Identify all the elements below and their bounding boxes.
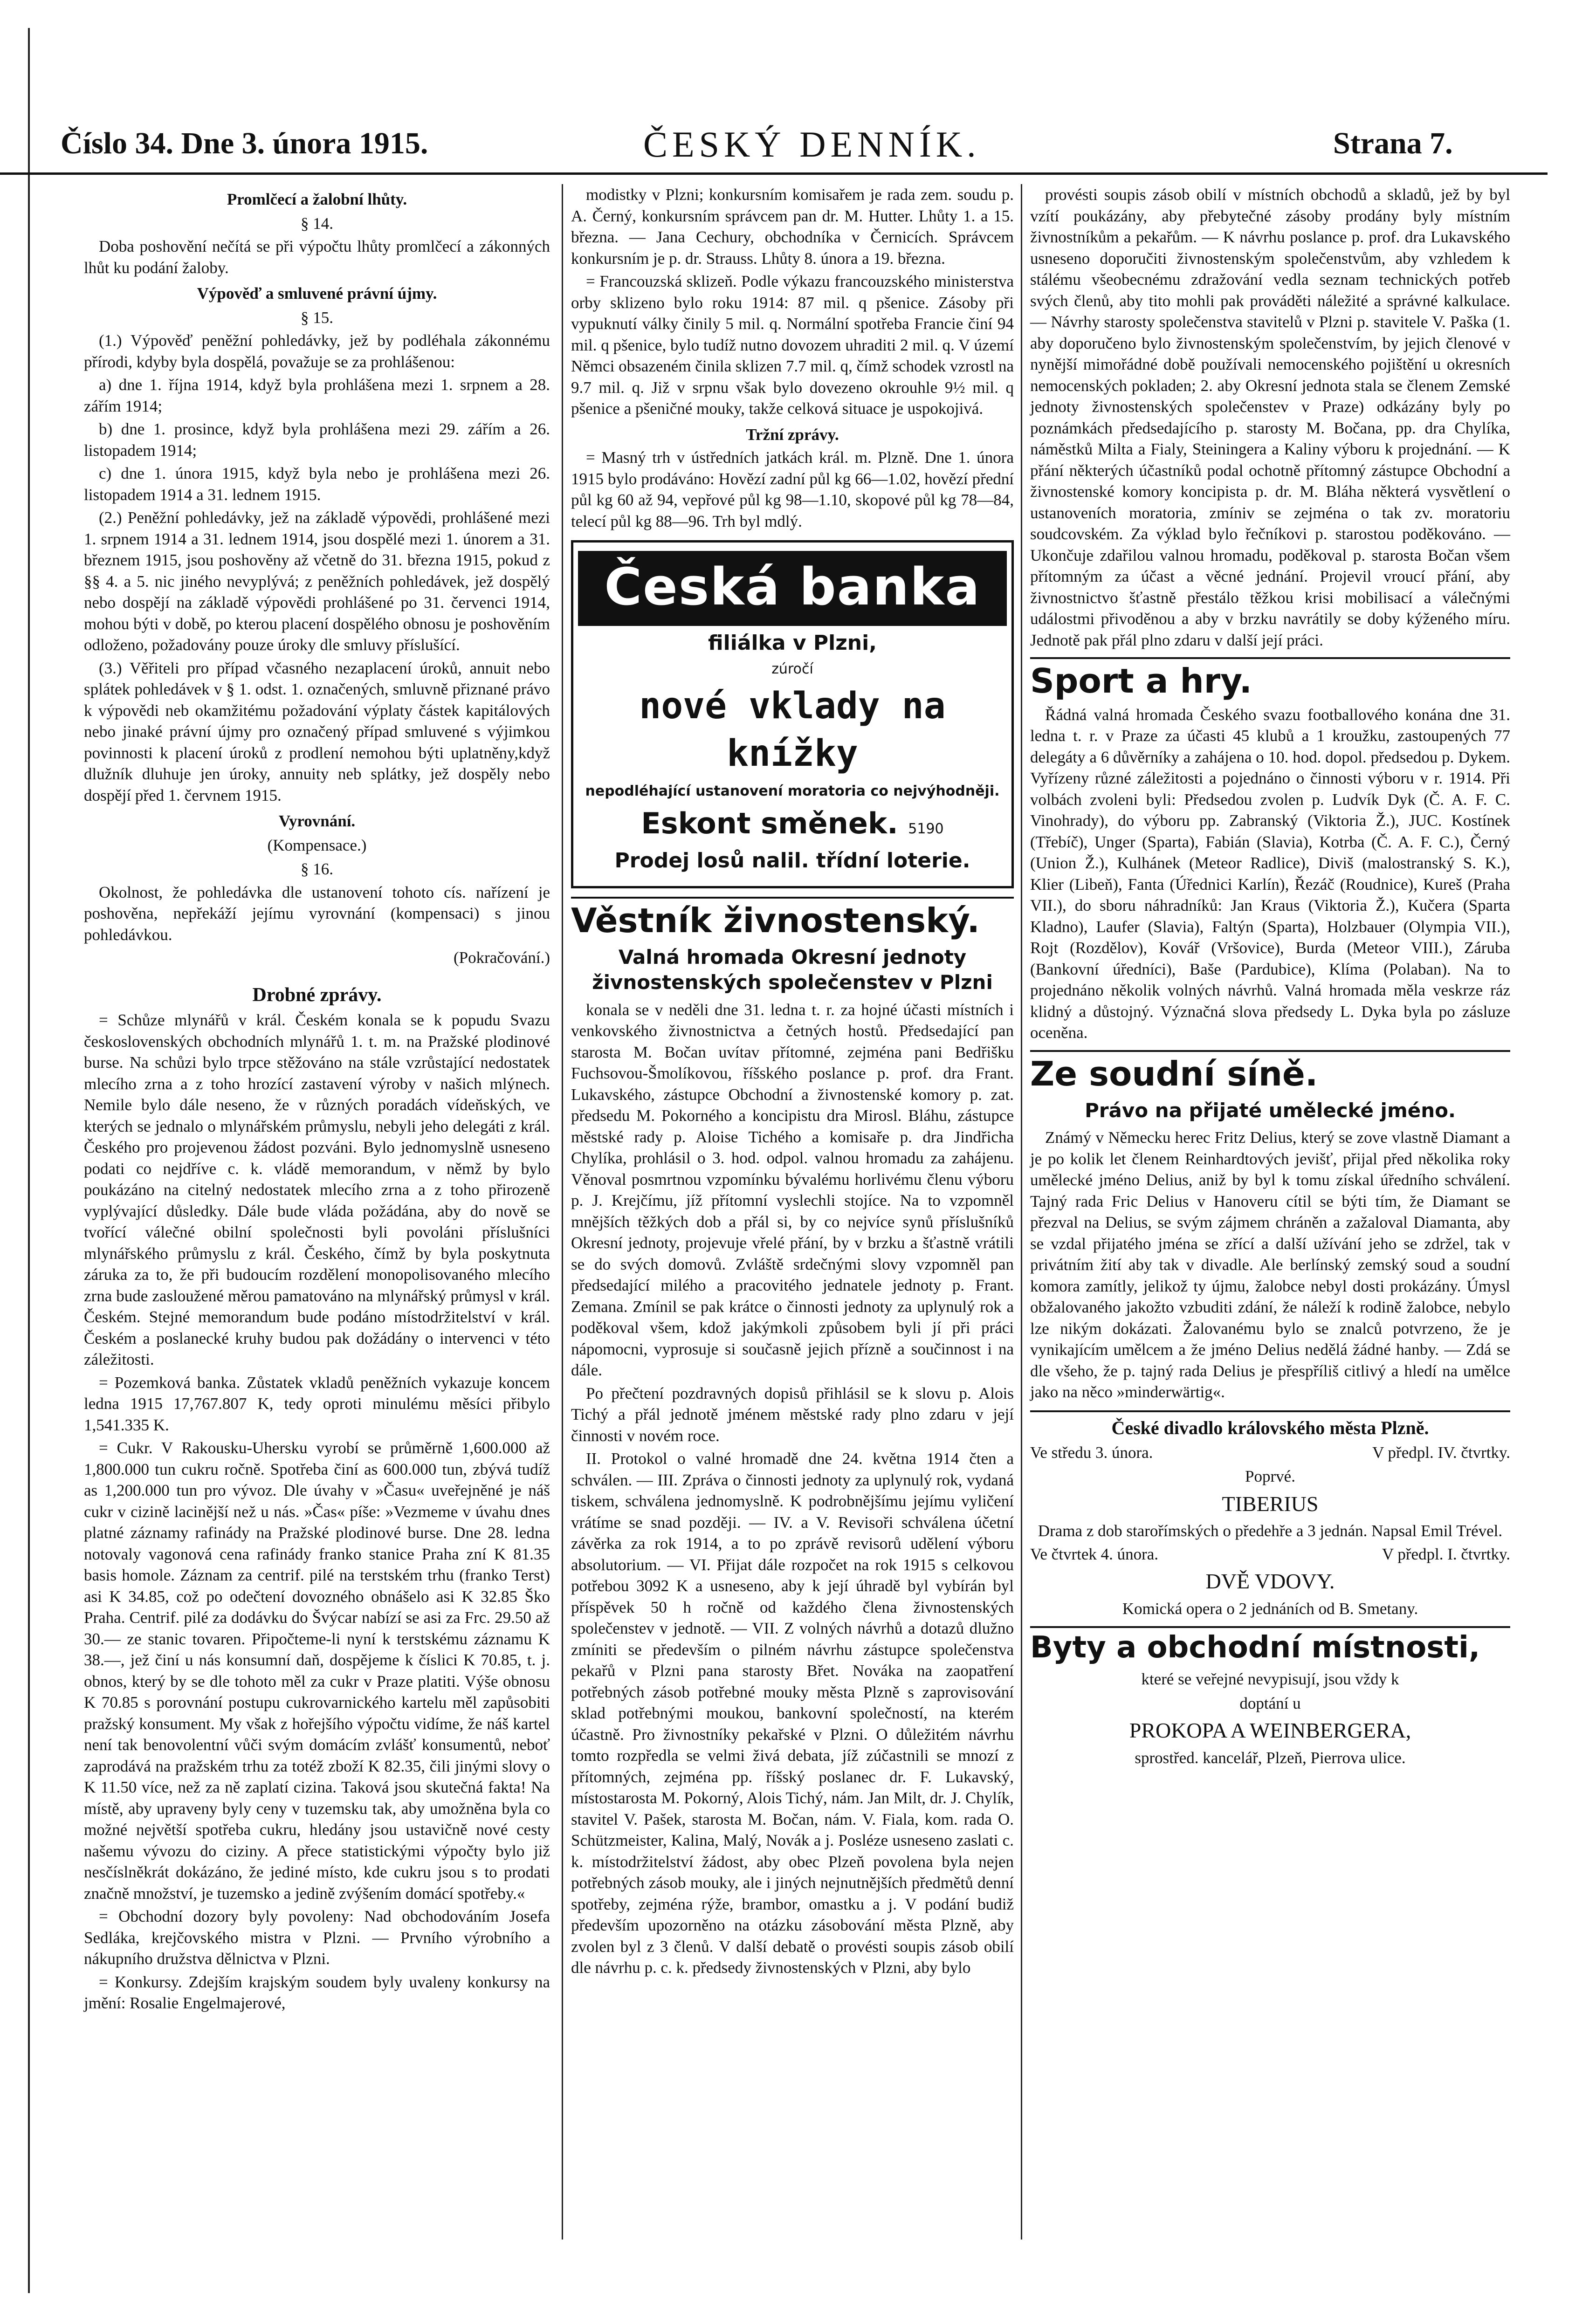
article-text: b) dne 1. prosince, když byla prohlášena mezi 29. zářím a 26. listopadem 1914; xyxy=(84,420,550,460)
ad-headline xyxy=(578,805,1007,843)
article-text: = Masný trh v ústředních jatkách král. m. Plzně. Dne 1. února 1915 bylo prodáváno: Hovězí zadní půl kg 66—1.02, hovězí přední půl kg 60 až 94, vepřové půl kg 98—1.10, skopové půl kg 78—84, telecí půl kg 88—96. Trh byl mdlý. xyxy=(571,448,1014,530)
ad-headline: nové vklady na knížky xyxy=(639,685,946,775)
theatre-date xyxy=(1030,1442,1510,1463)
article-headline: Valná hromada Okresní jednoty živnostenských společenstev v Plzni xyxy=(592,945,993,994)
article-text: Okolnost, že pohledávka dle ustanovení tohoto cís. nařízení je poshověna, nepřekáží jejímu vyrovnání (kompensaci) s jinou pohledávkou. xyxy=(84,883,550,944)
article-text: II. Protokol o valné hromadě dne 24. května 1914 čten a schválen. — III. Zpráva o činnosti jednoty za uplynulý rok, vydaná tiskem, schválena jednomyslně. K podrobnějšímu jejímu vyličení vrátíme se snad později. — IV. a V. Revisoři schválena účetní závěrka za rok 1914, a to po zprávě revisorů udělení výboru absolutorium. — VI. Přijat dále rozpočet na rok 1915 s celkovou potřebou 3092 K a usneseno, aby k její úhradě byl vybírán byl příspěvek 50 h ročně od každého člena živnostenských společenstev v jednotě. — VII. Z volných návrhů a dotazů dlužno zmíniti se především o pilném návrhu zástupce společenstva pekařů v Plzni pana starosty Břet. Nováka na zaopatření potřebných zásob potřebné mouky města Plzně s zaprovisování sklad potřebnými moukou, bankovní společností, na kterém účastně. Pro živnostníky pekařské v Plzni. O důležitém návrhu tomto rozpředla se velmi živá debata, jíž zúčastnili se mnozí z přítomných, zejména pp. říšský poslanec dr. F. Lukavský, místostarosta M. Pokorný, Alois Tichý, nám. Jan Milt, dr. J. Chylík, stavitel V. Pašek, starosta M. Bočan, nám. V. Fiala, kom. rada O. Schützmeister, Kalina, Malý, Novák a j. Posléze usneseno zaslati c. k. místodržitelství žádost, aby obec Plzeň povolena byla nejen potřebných zásob mouky, ale i jiných nejnutnějších předmětů denní spotřeby, zejména rýže, brambor, omastku a j. V podání budiž především upozorněno na otázku zásobování města Plzně, aby zvolen byl z 3 členů. V další debatě o provésti soupis zásob obilí dle návrhu p. c. k. předsedy živnostenských v Plzni, aby bylo xyxy=(571,1450,1014,1977)
ad-text: Prodej losů nalil. třídní loterie. xyxy=(614,848,970,872)
article-text: provésti soupis zásob obilí v místních obchodů a skladů, jež by byl vzítí poukázány, aby přebytečné zásoby prodány byly místním živnostníkům a pekařům. — K návrhu poslance p. prof. dra Lukavského usneseno doporučiti živnostenským společenstvům, aby vzhledem k stálému všeobecnému zdražování vedla seznam technických potřeb svých členů, aby tito mohli pak prováděti náležité a správné kalkulace. — Návrhy starosty společenstva stavitelů v Plzni p. stavitele V. Paška (1. aby doporučeno bylo živnostenským společenstvím, by jejich členové v nynější mimořádné době používali nemocenského pojištění u okresních nemocenských pokladen; 2. aby Okresní jednota stala se členem Zemské jednoty živnostenských společenstev v Praze) odkázány byly po poznámkách předsedajícího p. starosty M. Bočana, pp. dra Chylíka, náměstků Milta a Fialy, Steiningera a Kaliny výboru k projednání. — K přání některých účastníků podal ochotně přítomný zástupce Obchodní a živnostenské komory koncipista p. dr. M. Bláha některá vysvětlení o ustanoveních moratoria, zmíniv se zejména o tak zv. moratoriu soudcovském. Za výklad bylo řečníkovi p. starostou poděkováno. — Ukončuje zdařilou valnou hromadu, poděkoval p. starosta Bočan všem přítomným za účast a věcné jednání. Projevil vroucí přání, aby živnostnictvo šťastně přestálo těžkou krisi mobilisací a válečnými událostmi přivoděnou a aby v brzku navrátily se doby kýženého míru. Jednotě pak přál plno zdaru v další její práci. xyxy=(1030,185,1510,649)
ad-bank-name: Česká banka xyxy=(578,551,1007,626)
theatre-subscription: V předpl. I. čtvrtky. xyxy=(1382,1545,1510,1563)
article-text: = Francouzská sklizeň. Podle výkazu francouzského ministerstva orby sklizeno bylo roku 1914: 87 mil. q pšenice. Zásoby při vypuknutí války činily 5 mil. q. Normální spotřeba Francie činí 94 mil. q pšenice, bylo tudíž nutno dovozem uhraditi 2 mil. q. V území Němci obsazeném činila sklizen 7.7 mil. q, čímž schodek vzrostl na 9.7 mil. q. Již v srpnu však bylo dovezeno okrouhle 9½ mil. q pšenice a pšeničné mouky, takže celková situace je uspokojivá. xyxy=(571,272,1014,418)
column-1 xyxy=(84,184,550,2016)
section-heading: Tržní zprávy. xyxy=(746,425,839,444)
issue-date: Číslo 34. Dne 3. února 1915. xyxy=(61,126,428,160)
section-heading: Věstník živnostenský. xyxy=(571,897,1014,940)
paragraph-mark: § 16. xyxy=(301,860,333,878)
news-item: = Pozemková banka. Zůstatek vkladů peněžních vykazuje koncem ledna 1915 17,767.807 K, tedy oproti minulému měsíci přibylo 1,541.335 K. xyxy=(84,1373,550,1434)
ad-headline: Byty a obchodní místnosti, xyxy=(1030,1626,1510,1665)
masthead xyxy=(0,98,1548,175)
play-description: Drama z dob starořímských o předehře a 3 jednán. Napsal Emil Trével. xyxy=(1038,1522,1503,1540)
play-description: Komická opera o 2 jednáních od B. Smetany. xyxy=(1122,1600,1418,1618)
article-text: Řádná valná hromada Českého svazu footballového konána dne 31. ledna t. r. v Praze za účasti 45 klubů a 1 kroužku, zastoupených 77 delegáty a 6 důvěrníky a zahájena o 10. hod. dopol. předsedou p. Dykem. Vyřízeny různé záležitosti a pojednáno o činnosti výboru v r. 1914. Při volbách zvoleni byli: Předsedou zvolen p. Ludvík Dyk (Č. A. F. C. Vinohrady), do výboru pp. Zabranský (Viktoria Ž.), JUC. Kostínek (Třebíč), Unger (Sparta), Fabián (Slavia), Kotrba (Č. A. F. C.), Černý (Union Ž.), Kulhánek (Meteor Radlice), Diviš (malostranský S. K.), Klier (Libeň), Fanta (Úřednici Karlín), Řezáč (Roudnice), Kureš (Praha VII.), do sboru náhradníků: Jan Kraus (Viktoria Ž.), Kučera (Sparta Kladno), Laufer (Slavia), Faltýn (Sparta), Holzbauer (Olympia VII.), Rojt (Rozdělov), Kovář (Vršovice), Burda (Meteor VIII.), Záruba (Bankovní úředníci), Baše (Pardubice), Klíma (Polaban). Na to projednáno několik volných návrhů. Valná hromada měla veskrze ráz klidný a důstojný. Význačná slova předsedy L. Dyka byla po zásluze oceněna. xyxy=(1030,705,1510,1042)
article-text: Známý v Německu herec Fritz Delius, který se zove vlastně Diamant a je po kolik let členem Reinhardtových jevišť, přijal před několika roky umělecké jméno Delius, aniž by byl k tomu získal úředního schválení. Tajný rada Fric Delius v Hanoveru cítil se býti tím, že Diamant se přezval na Delius, se svým zájmem chráněn a zažaloval Diamanta, aby se vzdal přijatého jména se zřící a další užívání jeho se zdržel, tak v privátním žití aby tak v divadle. Ale berlínský zemský soud a soudní komora zamítly, jelikož ty újmu, žalobce nebyl dosti prokázány. Úmysl obžalovaného jakožto vzbuditi zdání, že náleží k rodině žalobce, nebylo lze nikým dokázati. Žalovanému bylo se znalců potvrzeno, že je vynikajícím umělcem a že jméno Delius nedělá žádné hanby. — Zdá se dle všeho, že p. tajný rada Delius je přespříliš citlivý a hledí na umělce jako na něco »minderwärtig«. xyxy=(1030,1128,1510,1401)
article-text: konala se v neděli dne 31. ledna t. r. za hojné účasti místních i venkovského živnostnictva a četných hostů. Předsedající pan starosta M. Bočan uvítav přítomné, zejména pani Bedřišku Fuchsovou-Šmolíkovou, říšského poslance p. prof. dra Frant. Lukavského, zástupce Obchodní a živnostenské komory p. zat. předsedu M. Pokorného a koncipistu dra Mirosl. Bláhu, zástupce městské rady p. Aloise Tichého a komisaře p. dra Jindřicha Chylíka, prohlásil o 3. hod. odpol. valnou hromadu za zahájenu. Věnoval posmrtnou vzpomínku bývalému horlivému členu výboru p. J. Krejčímu, jíž přítomní vyslechli stojíce. Na to vzpomněl mnějších těžkých dob a přál si, by co nejvíce synů příslušníků Okresní jednoty, projevuje vřelé přání, by v brzku a šťastně vrátili se do svých domovů. Zvláště srdečnými slovy vzpomněl pan předsedající milého a pracovitého jednatele jednoty p. Frant. Zemana. Zmínil se pak krátce o činnosti jednoty za uplynulý rok a poděkoval všem, kdož jakýmkoli způsobem byli jí při práci nápomocni, vyprosuje si současně jejich přízně a součinnost i na dále. xyxy=(571,1000,1014,1380)
theatre-heading: České divadlo královského města Plzně. xyxy=(1030,1410,1510,1440)
ad-eskont: Eskont směnek. xyxy=(641,806,898,840)
section-heading: Drobné zprávy. xyxy=(252,984,382,1006)
section-heading: Sport a hry. xyxy=(1030,657,1510,701)
article-text: (2.) Peněžní pohledávky, jež na základě výpovědi, prohlášené mezi 1. srpnem 1914 a 31. lednem 1914, jsou dospělé mezi 1. únorem a 31. březnem 1915, jsou poshověny až včetně do 31. března 1915, pokud z §§ 4. a 5. nic jiného nevyplývá; z peněžních pohledávek, jež dospělý nebo dospějí na základě výpovědi prohlášené po 31. červenci 1914, mohou býti v době, po kterou placení dospělého obnosu je poshověním odloženo, požadovány pouze úroky dle smluvy příslušící. xyxy=(84,508,550,654)
column-2 xyxy=(571,184,1014,1980)
article-text: Po přečtení pozdravných dopisů přihlásil se k slovu p. Alois Tichý a přál jednotě jménem městské rady plno zdaru v její činnosti v novém roce. xyxy=(571,1384,1014,1445)
ad-text: nepodléhající ustanovení moratoria co nejvýhodněji. xyxy=(585,783,1000,799)
play-title: TIBERIUS xyxy=(1222,1491,1319,1516)
bank-advertisement xyxy=(571,540,1014,888)
theatre-note: Poprvé. xyxy=(1245,1467,1295,1486)
newspaper-title: ČESKÝ DENNÍK. xyxy=(643,124,981,165)
column-rule-2 xyxy=(1021,184,1022,2240)
section-heading: Výpověď a smluvené právní újmy. xyxy=(197,284,437,302)
article-headline: Právo na přijaté umělecké jméno. xyxy=(1085,1099,1456,1122)
news-item: = Schůze mlynářů v král. Českém konala se k popudu Svazu československých obchodních mlynářů 1. t. m. na Pražské plodinové burse. Na schůzi bylo trpce stěžováno na stále vzrůstající nedostatek mlecího zrna a z toho hrozící zastavení výroby v našich mlýnech. Nemile bylo dále neseno, že v různých poradách vídeňských, ve kterých se jednalo o mlynářském průmyslu, nebyli jeho delegáti z král. Českého pro projevenou žádost pozváni. Bylo jednomyslně usneseno podati co nejdříve c. k. vládě memorandum, v němž by bylo poukázáno na citelný nedostatek mlecího zrna a z toho přirozeně vyplývající důsledky. Dále bude vláda požádána, aby do nově se tvořící válečné obilní společnosti byli povoláni příslušníci mlynářského průmyslu z král. Českého, čímž by byla poskytnuta záruka za to, že při budoucím rozdělení monopolisovaného mlecího zrna bude zasloužené měrou pamatováno na mlynářský průmysl v král. Českém. Stejné memorandum bude podáno místodržitelství v král. Českém a poslanecké kruhy budou pak dožádány o intervenci v této záležitosti. xyxy=(84,1011,550,1369)
theatre-date xyxy=(1030,1544,1510,1565)
ad-text: doptání u xyxy=(1239,1694,1301,1712)
paragraph-mark: § 15. xyxy=(301,308,333,327)
article-text: modistky v Plzni; konkursním komisařem je rada zem. soudu p. A. Černý, konkursním správcem pan dr. M. Hutter. Lhůty 1. a 15. března. — Jana Cechury, obchodníka v Černicích. Správcem konkursním je p. dr. Strauss. Lhůty 8. února a 19. března. xyxy=(571,185,1014,268)
page-number: Strana 7. xyxy=(1333,126,1453,160)
article-text: c) dne 1. února 1915, když byla nebo je prohlášena mezi 26. listopadem 1914 a 31. lednem 1915. xyxy=(84,464,550,504)
news-item: = Obchodní dozory byly povoleny: Nad obchodováním Josefa Sedláka, krejčovského mistra v Plzni. — Prvního výrobního a nákupního družstva dělnictva v Plzni. xyxy=(84,1907,550,1968)
paragraph-mark: § 14. xyxy=(301,214,333,233)
ad-branch: filiálka v Plzni, xyxy=(708,631,877,655)
column-rule-1 xyxy=(562,184,563,2240)
theatre-subscription: V předpl. IV. čtvrtky. xyxy=(1372,1443,1510,1462)
article-text: Doba poshovění nečítá se při výpočtu lhůty promlčecí a zákonných lhůt ku podání žaloby. xyxy=(84,237,550,277)
news-item: = Cukr. V Rakousku-Uhersku vyrobí se průměrně 1,600.000 až 1,800.000 tun cukru ročně. Spotřeba činí as 600.000 tun, zbývá tudíž as 1,200.000 tun pro vývoz. Dle úvahy v »Času« uveřejněné je náš cukr v cizině lacinější než u nás. »Čas« píše: »Vezmeme v úvahu dnes platné záznamy rafinády na Pražské plodinové burse. Dne 28. ledna notovaly vagonová cena rafinády franko stanice Praha zní K 81.35 basis homole. Záznam za centrif. pilé na terstském trhu (franko Terst) asi K 34.85, což po odečtení dovozného obnášelo asi K 32.85 Ško Praha. Centrif. pilé za dodávku do Švýcar nabízí se asi za Frc. 29.50 až 30.— ze stanic tovaren. Připočteme-li nyní k terstskému záznamu K 38.—, jež činí u nás konsumní daň, dospějeme k číslici K 70.85, t. j. obnos, který by se dle tohoto měl za cukr v Praze platiti. Výše obnosu K 70.85 s porovnání postupu cukrovarnického kartelu měl zapůsobiti pražský konsument. My však z hořejšího výpočtu vidíme, že náš kartel není tak benovolentní vůči svým domácím zvlášť konsumentů, neboť zaprodává na pražském trhu za totéž zboží K 82.35, čili jinými slovy o K 11.50 více, než za ně zaplatí cizina. Taková jsou skutečná fakta! Na místě, aby upraveny byly ceny v tuzemsku tak, aby umožněna byla co možné největší spotřeba cukru, hledány jsou ustavičně nové cesty našemu vývozu do ciziny. A přece statistickými výpočty bylo již nesčíslněkrát dokázáno, že jediné místo, kde cukru jsou s to prodati značně množství, je tuzemsko a jedině zvýšením domácí spotřeby.« xyxy=(84,1439,550,1903)
column-3 xyxy=(1030,184,1510,1771)
theatre-day: Ve středu 3. února. xyxy=(1030,1443,1153,1462)
article-text: (1.) Výpověď peněžní pohledávky, jež by podléhala zákonnému přírodi, kdyby byla dospělá, považuje se za prohlášenou: xyxy=(84,331,550,371)
ad-text: zúročí xyxy=(771,661,813,678)
section-heading: Ze soudní síně. xyxy=(1030,1050,1510,1093)
article-text: (3.) Věřiteli pro případ včasného nezaplacení úroků, annuit nebo splátek pohledávek v § 1. odst. 1. označených, smluvně přiznané právo k výpovědi neb okamžitému požadování výplaty částek kapitálových nebo jinaké právní újmy pro označený případ smluvené s výjimkou povinnosti k placení úroků z prodlení nemohou býti uplatněny,když dlužník dluhuje jen úroky, annuity neb splátky, jež dospěly nebo dospějí před 1. červnem 1915. xyxy=(84,659,550,804)
ad-text: které se veřejné nevypisují, jsou vždy k xyxy=(1141,1670,1399,1689)
section-heading: Promlčecí a žalobní lhůty. xyxy=(227,190,407,208)
ad-company: PROKOPA A WEINBERGERA, xyxy=(1129,1718,1411,1743)
section-heading: Vyrovnání. xyxy=(278,812,356,830)
play-title: DVĚ VDOVY. xyxy=(1205,1569,1335,1594)
ad-code: 5190 xyxy=(908,820,944,837)
theatre-day: Ve čtvrtek 4. února. xyxy=(1030,1545,1159,1563)
news-item: = Konkursy. Zdejším krajským soudem byly uvaleny konkursy na jmění: Rosalie Engelmajerové, xyxy=(84,1972,550,2013)
continued-note: (Pokračování.) xyxy=(453,948,550,967)
section-subheading: (Kompensace.) xyxy=(267,836,367,854)
article-text: a) dne 1. října 1914, když byla prohlášena mezi 1. srpnem a 28. zářím 1914; xyxy=(84,376,550,415)
ad-text: sprostřed. kancelář, Plzeň, Pierrova ulice. xyxy=(1135,1749,1406,1767)
